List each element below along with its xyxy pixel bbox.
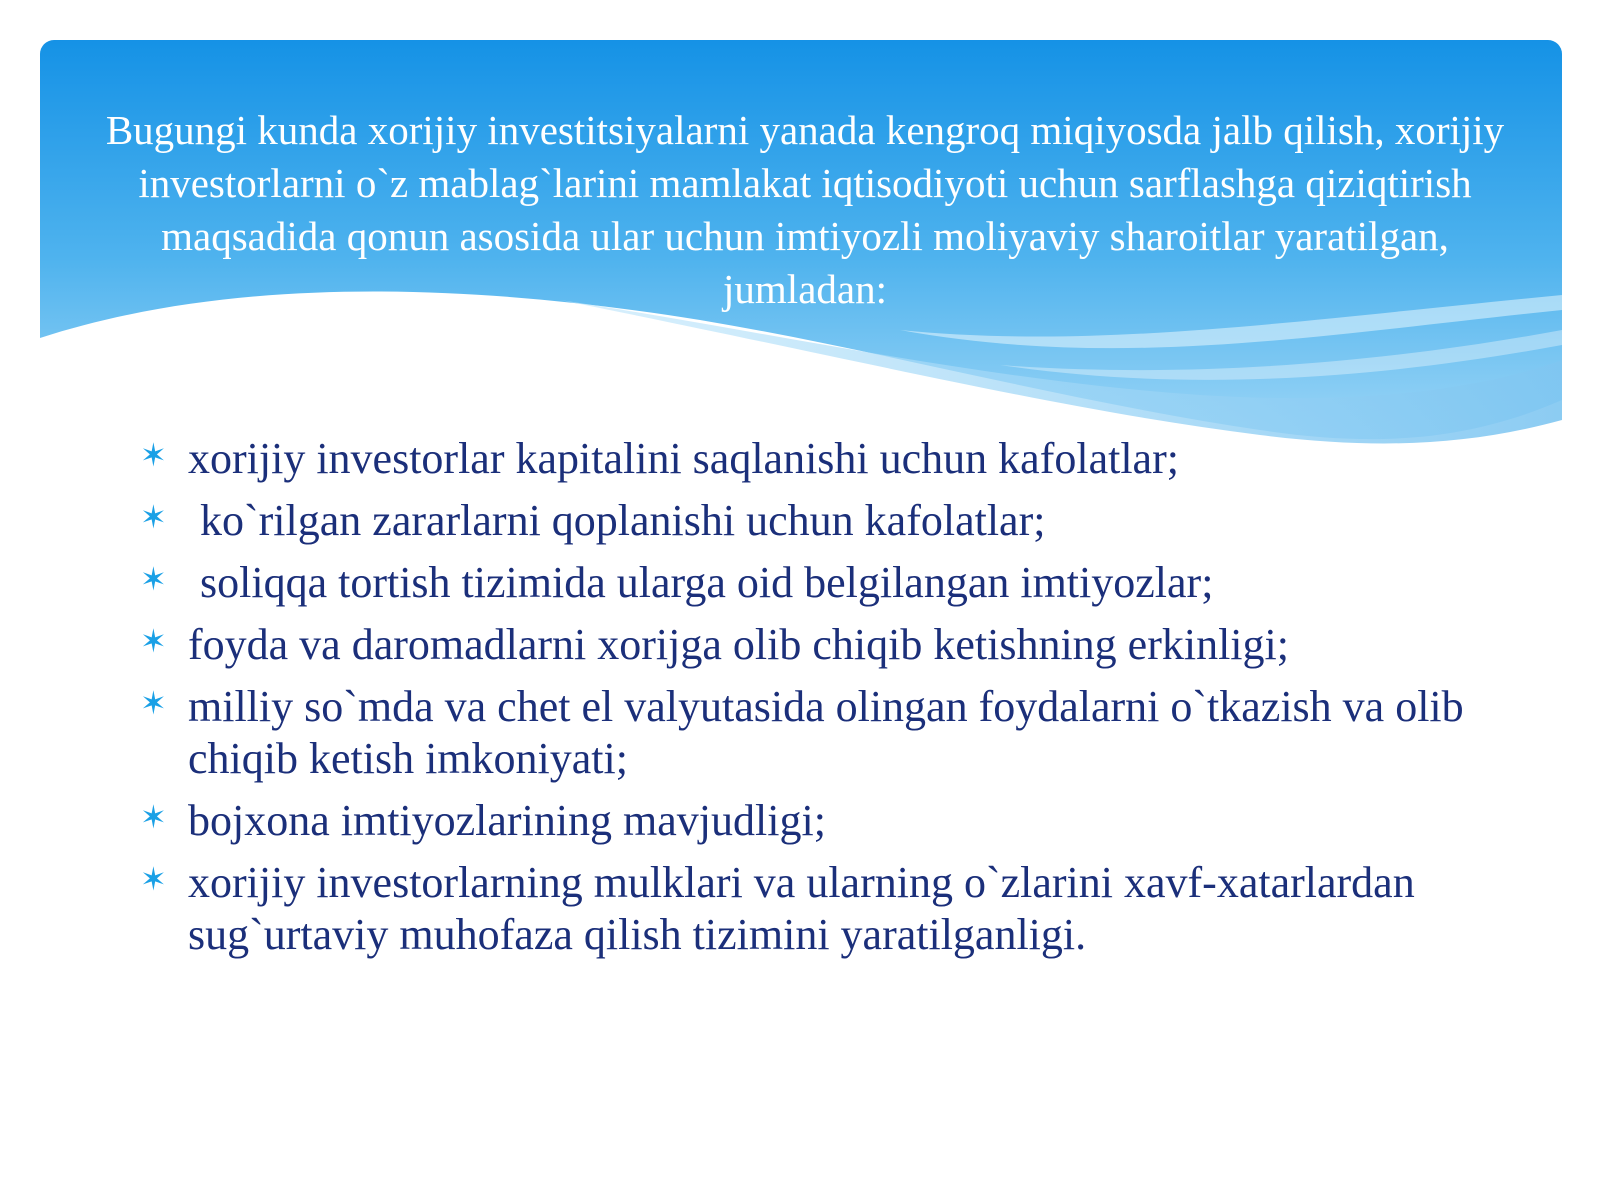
asterisk-bullet-icon: ✶ bbox=[140, 560, 167, 598]
asterisk-bullet-icon: ✶ bbox=[140, 860, 167, 898]
list-item bbox=[140, 433, 1540, 485]
bullet-text: foyda va daromadlarni xorijga olib chiqib ketishning erkinligi; bbox=[188, 620, 1289, 669]
bullet-text: xorijiy investorlar kapitalini saqlanishi uchun kafolatlar; bbox=[188, 434, 1179, 483]
list-item bbox=[140, 795, 1540, 847]
bullet-text: milliy so`mda va chet el valyutasida olingan foydalarni o`tkazish va olib chiqib ketish imkoniyati; bbox=[188, 682, 1464, 783]
asterisk-bullet-icon: ✶ bbox=[140, 684, 167, 722]
slide-title: Bugungi kunda xorijiy investitsiyalarni yanada kengroq miqiyosda jalb qilish, xorijiy investorlarni o`z mablag`larini mamlakat iqtisodiyoti uchun sarflashga qiziqtirish maqsadida qonun asosida ular uchun imtiyozli moliyaviy sharoitlar yaratilgan, jumladan: bbox=[105, 107, 1505, 312]
bullet-list bbox=[140, 433, 1540, 971]
asterisk-bullet-icon: ✶ bbox=[140, 798, 167, 836]
bullet-text: ko`rilgan zararlarni qoplanishi uchun kafolatlar; bbox=[200, 496, 1046, 545]
bullet-text: bojxona imtiyozlarining mavjudligi; bbox=[188, 796, 826, 845]
list-item bbox=[140, 857, 1540, 961]
list-item bbox=[140, 495, 1540, 547]
bullet-text: soliqqa tortish tizimida ularga oid belgilangan imtiyozlar; bbox=[200, 558, 1214, 607]
list-item bbox=[140, 557, 1540, 609]
list-item bbox=[140, 619, 1540, 671]
asterisk-bullet-icon: ✶ bbox=[140, 622, 167, 660]
asterisk-bullet-icon: ✶ bbox=[140, 436, 167, 474]
asterisk-bullet-icon: ✶ bbox=[140, 498, 167, 536]
list-item bbox=[140, 681, 1540, 785]
bullet-text: xorijiy investorlarning mulklari va ularning o`zlarini xavf-xatarlardan sug`urtaviy muhofaza qilish tizimini yaratilganligi. bbox=[188, 858, 1415, 959]
